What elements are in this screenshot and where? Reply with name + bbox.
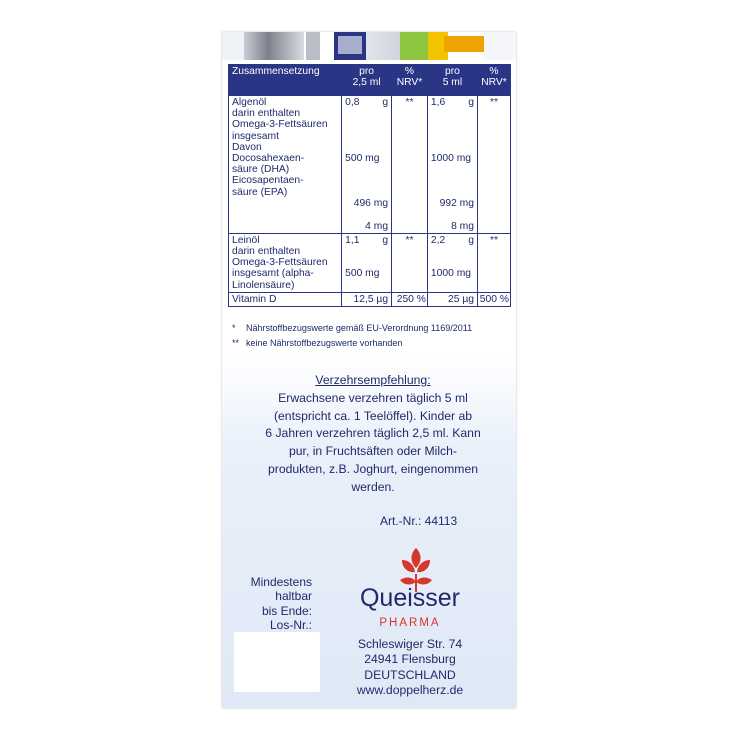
vitamin-d-nrv-2: 500 %: [477, 292, 510, 306]
vitamin-d-per-5ml: 25 µg: [427, 292, 477, 306]
algenoel-per-5ml: 1,6 g 1000 mg 992 mg 8 mg: [427, 96, 477, 234]
article-number: Art.-Nr.: 44113: [380, 514, 458, 528]
brand-subtitle: PHARMA: [379, 617, 441, 629]
table-header-row: [229, 65, 511, 96]
recommendation-line: werden.: [351, 479, 395, 494]
manufacturer-address: [330, 637, 490, 698]
leinoel-label: Leinöl darin enthalten Omega-3-Fettsäuren insgesamt (alpha- Linolensäure): [229, 233, 342, 292]
vitamin-d-label: Vitamin D: [229, 292, 342, 306]
top-flap-artwork: [222, 32, 516, 60]
address-street: Schleswiger Str. 74: [357, 637, 463, 651]
footnote-no-nrv: ** keine Nährstoffbezugswerte vorhanden: [232, 338, 403, 348]
header-nrv-2: % NRV*: [477, 65, 510, 96]
algenoel-label: Algenöl darin enthalten Omega-3-Fettsäuren insgesamt Davon Docosahexaen- säure (DHA) Eicosapentaen- säure (EPA): [229, 96, 342, 234]
best-before-block: Mindestens haltbar bis Ende: Los-Nr.:: [250, 575, 312, 632]
recommendation-line: 6 Jahren verzehren täglich 2,5 ml. Kann: [265, 426, 481, 441]
header-per-2-5ml: pro 2,5 ml: [342, 65, 392, 96]
leinoel-per-5ml: 2,2 g 1000 mg: [427, 233, 477, 292]
header-composition: Zusammensetzung: [229, 65, 342, 96]
algenoel-nrv-1: **: [392, 96, 428, 234]
nutrition-table: [228, 64, 511, 307]
footnote-nrv: * Nährstoffbezugswerte gemäß EU-Verordnung 1169/2011: [232, 323, 473, 333]
recommendation-line: pur, in Fruchtsäften oder Milch-: [289, 444, 457, 459]
consumption-recommendation: [250, 372, 496, 497]
leinoel-per-2-5ml: 1,1 g 500 mg: [342, 233, 392, 292]
product-box-back: [222, 32, 516, 708]
brand-name: Queisser: [359, 584, 461, 612]
recommendation-line: produkten, z.B. Joghurt, eingenommen: [267, 461, 479, 476]
address-country: DEUTSCHLAND: [364, 667, 456, 682]
algenoel-nrv-2: **: [477, 96, 510, 234]
recommendation-line: Erwachsene verzehren täglich 5 ml: [278, 390, 468, 405]
address-website: www.doppelherz.de: [356, 682, 464, 697]
table-row-vitamin-d: [229, 292, 511, 306]
header-nrv-1: % NRV*: [392, 65, 428, 96]
table-row-algenoel: [229, 96, 511, 234]
header-per-5ml: pro 5 ml: [427, 65, 477, 96]
leinoel-nrv-2: **: [477, 233, 510, 292]
leinoel-nrv-1: **: [392, 233, 428, 292]
recommendation-line: (entspricht ca. 1 Teelöffel). Kinder ab: [273, 408, 473, 423]
recommendation-heading: Verzehrsempfehlung:: [315, 373, 431, 387]
table-row-leinoel: [229, 233, 511, 292]
address-city: 24941 Flensburg: [364, 652, 456, 667]
batch-print-field: [234, 632, 320, 692]
vitamin-d-per-2-5ml: 12,5 µg: [342, 292, 392, 306]
footnotes: [232, 321, 472, 351]
algenoel-per-2-5ml: 0,8 g 500 mg 496 mg 4 mg: [342, 96, 392, 234]
vitamin-d-nrv-1: 250 %: [392, 292, 428, 306]
